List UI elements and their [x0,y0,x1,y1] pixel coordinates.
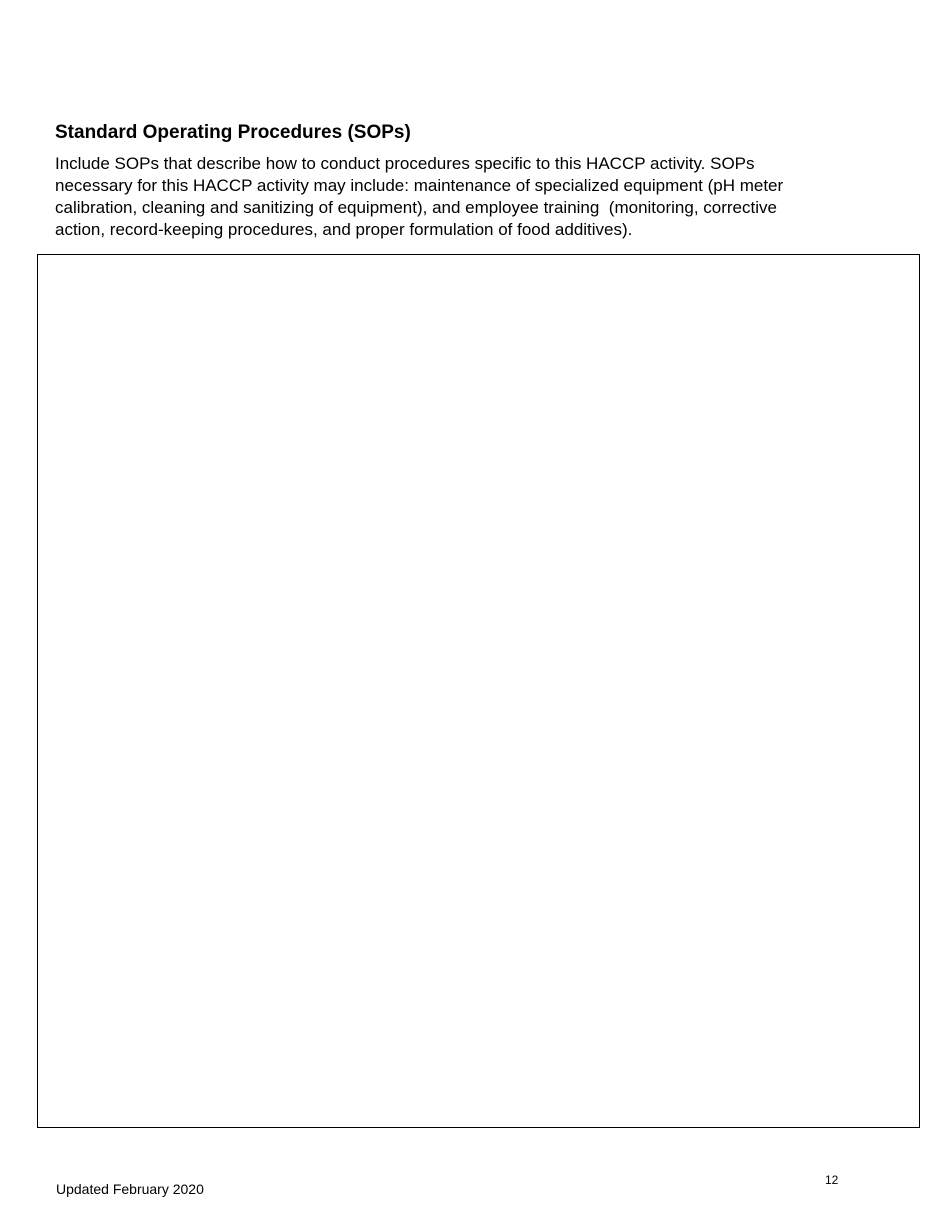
section-instructions [55,153,875,241]
instruction-line: action, record-keeping procedures, and proper formulation of food additives). [55,220,633,239]
sop-entry-box[interactable] [37,254,920,1128]
footer-updated-date: Updated February 2020 [56,1181,204,1197]
page-number: 12 [825,1173,839,1187]
instruction-line: calibration, cleaning and sanitizing of equipment), and employee training (monitoring, corrective [55,198,777,217]
section-title: Standard Operating Procedures (SOPs) [55,122,411,143]
instruction-line: necessary for this HACCP activity may include: maintenance of specialized equipment (pH meter [55,176,784,195]
instruction-line: Include SOPs that describe how to conduct procedures specific to this HACCP activity. SOPs [55,154,755,173]
